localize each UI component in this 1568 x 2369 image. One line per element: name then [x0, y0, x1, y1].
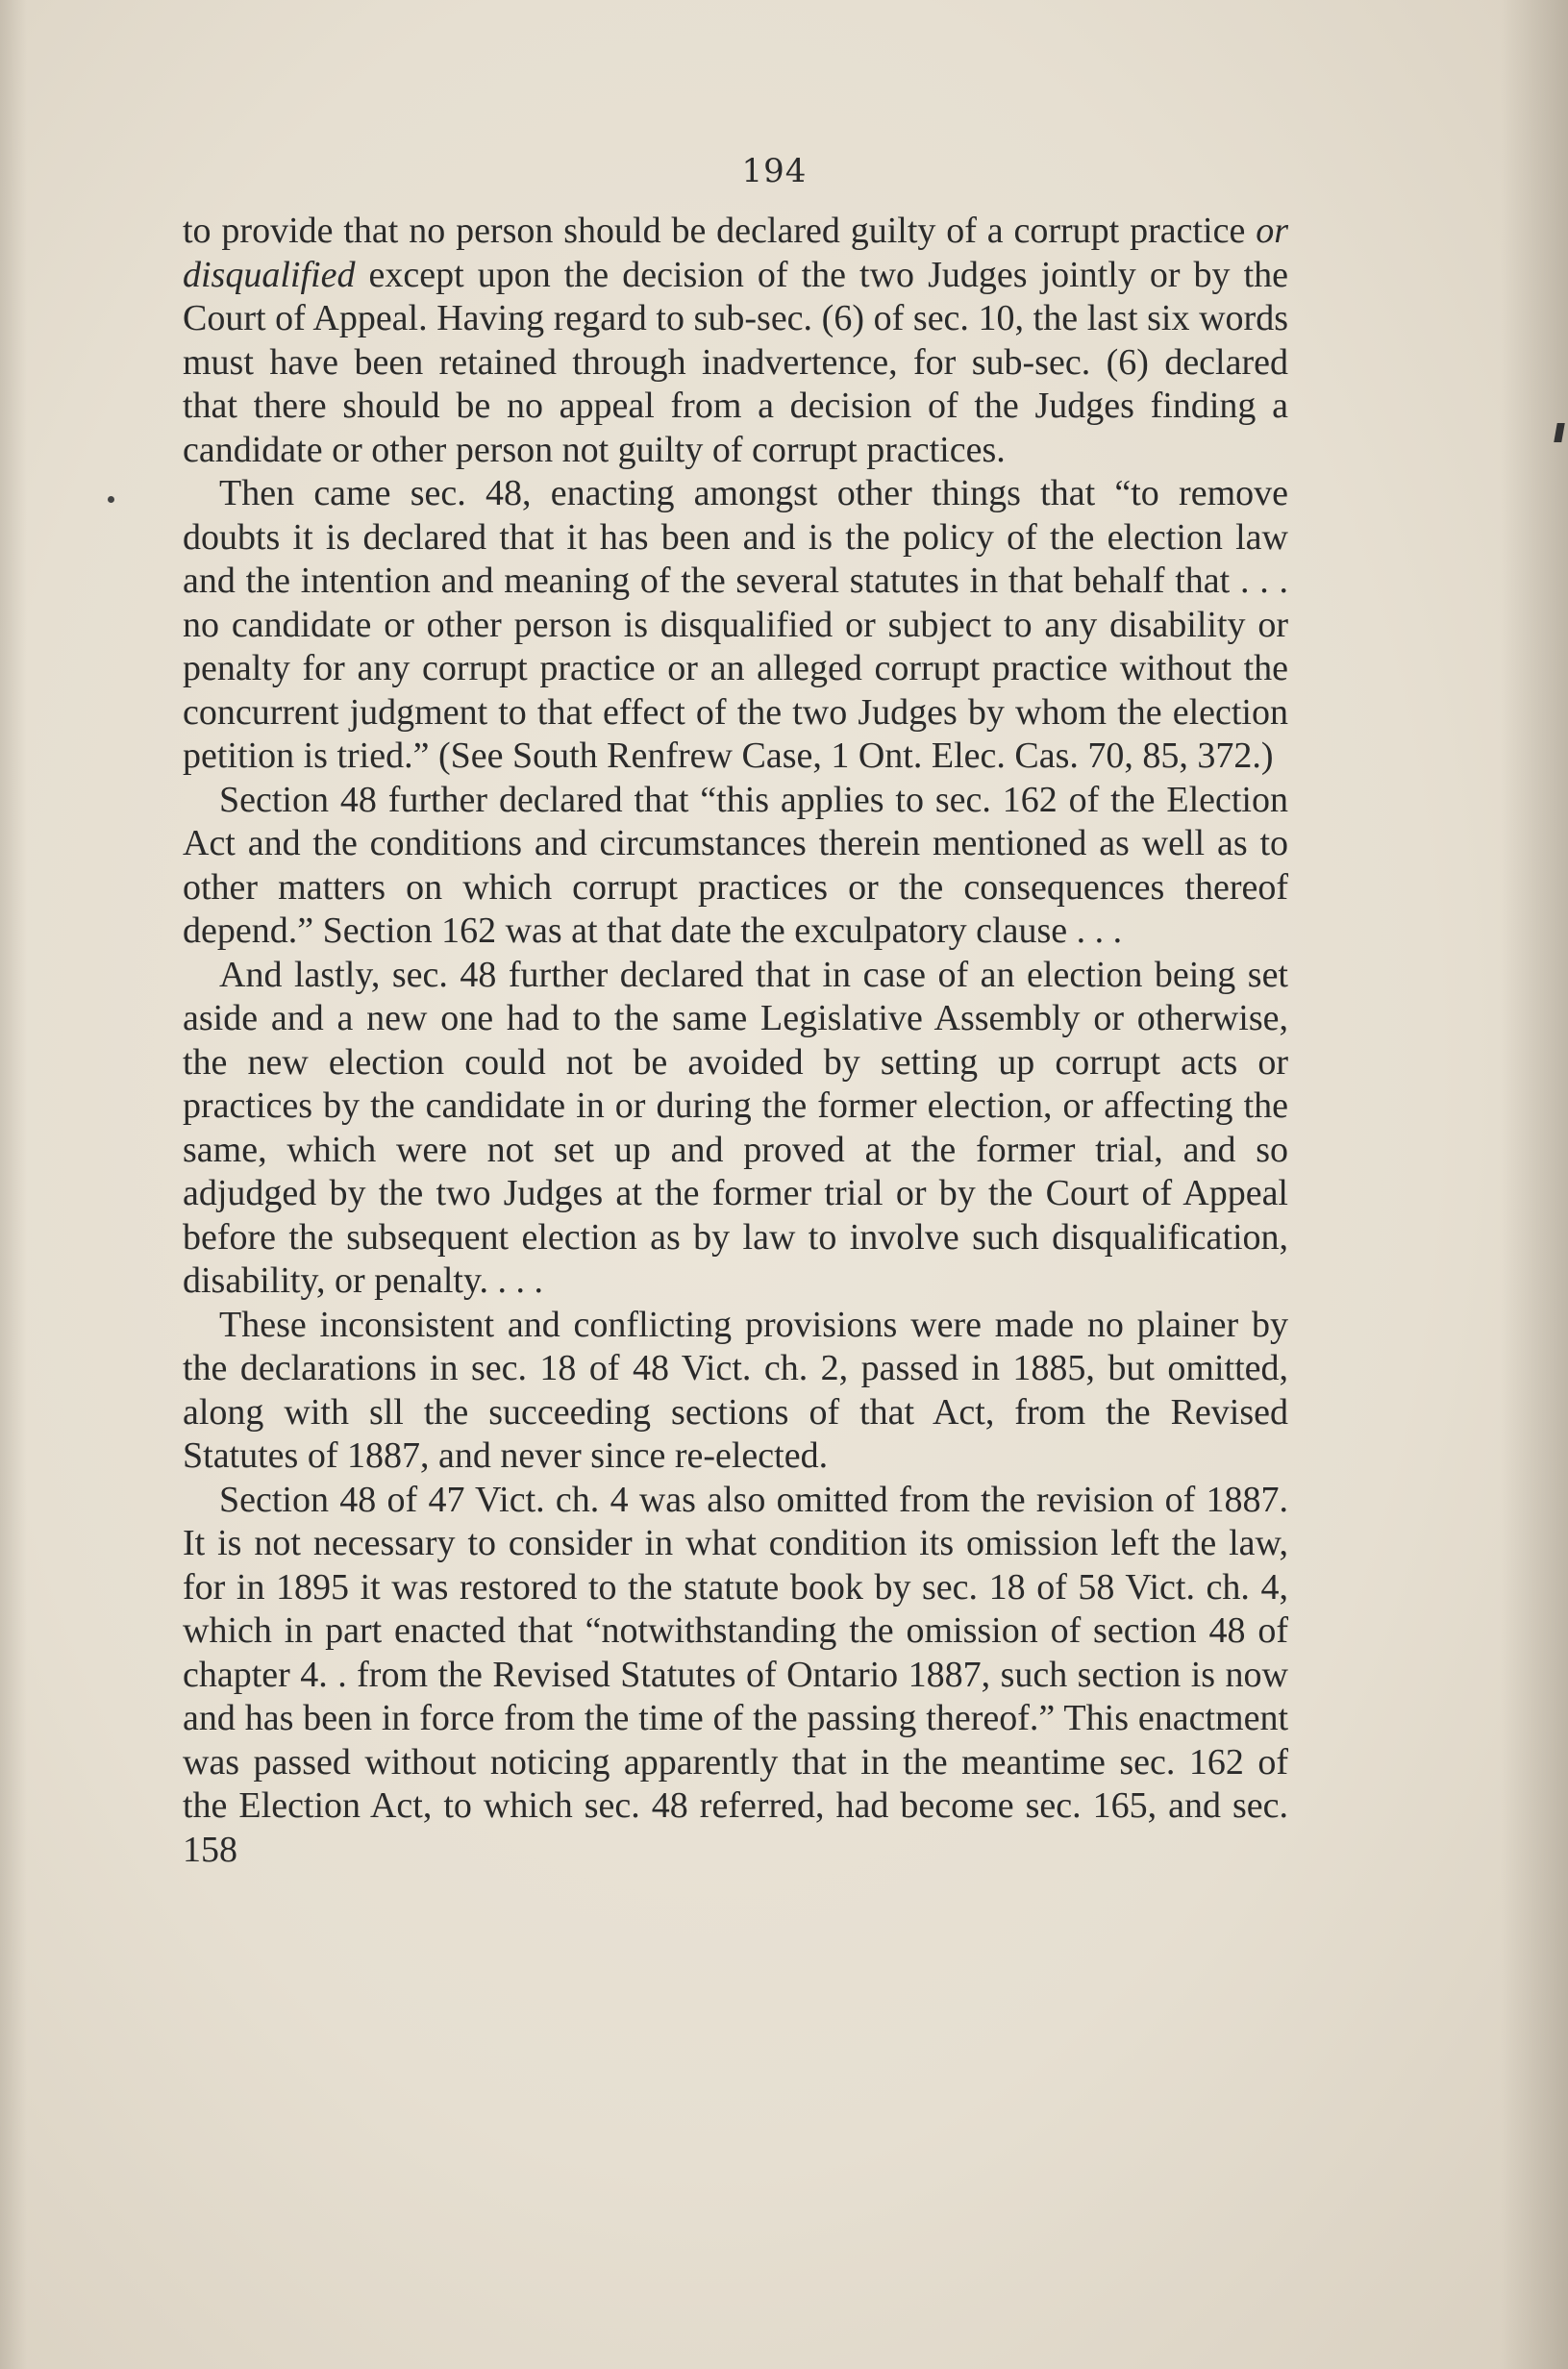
paragraph-5: These inconsistent and conflicting provisions were made no plainer by the declarations in sec. 18 of 48 Vict. ch. 2, passed in 1885, but omitted, along with sll the succeeding sections of that Act, from the Revised Statutes of 1887, and never since re-elected.	[183, 1304, 1288, 1476]
margin-dot	[108, 496, 114, 503]
paragraph-3: Section 48 further declared that “this applies to sec. 162 of the Election Act and the conditions and circumstances therein mentioned as well as to other matters on which corrupt practices or the consequences thereof depend.” Section 162 was at that date the exculpatory clause . . .	[183, 779, 1288, 951]
page-edge-shadow	[1501, 0, 1568, 2369]
paragraph-2: Then came sec. 48, enacting amongst other things that “to remove doubts it is declared that it has been and is the policy of the election law and the intention and meaning of the several statutes in that behalf that . . . no candidate or other person is disqualified or subject to any disability or penalty for any corrupt practice or an alleged corrupt practice without the concurrent judgment to that effect of the two Judges by whom the election petition is tried.” (See South Renfrew Case, 1 Ont. Elec. Cas. 70, 85, 372.)	[183, 473, 1288, 776]
paragraph-1	[183, 210, 1288, 472]
paragraph-4: And lastly, sec. 48 further declared that in case of an election being set aside and a new one had to the same Legislative Assembly or otherwise, the new election could not be avoided by setting up corrupt acts or practices by the candidate in or during the former election, or affecting the same, which were not set up and proved at the former trial, and so adjudged by the two Judges at the former trial or by the Court of Appeal before the subsequent election as by law to involve such disqualification, disability, or penalty. . . .	[183, 954, 1288, 1301]
paragraph-1-emphasis: or disqualified	[183, 211, 1288, 295]
page-gutter-shadow	[0, 0, 27, 2369]
paragraph-1-before: to provide that no person should be declared guilty of a corrupt practice	[183, 211, 1257, 251]
page-number: 194	[741, 152, 808, 190]
body-text	[183, 210, 1288, 1872]
paragraph-1-after: except upon the decision of the two Judges jointly or by the Court of Appeal. Having regard to sub-sec. (6) of sec. 10, the last six words must have been retained through inadvertence, for sub-sec. (6) declared that there should be no appeal from a decision of the Judges finding a candidate or other person not guilty of corrupt practices.	[183, 254, 1288, 470]
paragraph-6: Section 48 of 47 Vict. ch. 4 was also omitted from the revision of 1887. It is not necessary to consider in what condition its omission left the law, for in 1895 it was restored to the statute book by sec. 18 of 58 Vict. ch. 4, which in part enacted that “notwithstanding the omission of section 48 of chapter 4. . from the Revised Statutes of Ontario 1887, such section is now and has been in force from the time of the passing thereof.” This enactment was passed without noticing apparently that in the meantime sec. 162 of the Election Act, to which sec. 48 referred, had become sec. 165, and sec. 158	[183, 1479, 1288, 1870]
